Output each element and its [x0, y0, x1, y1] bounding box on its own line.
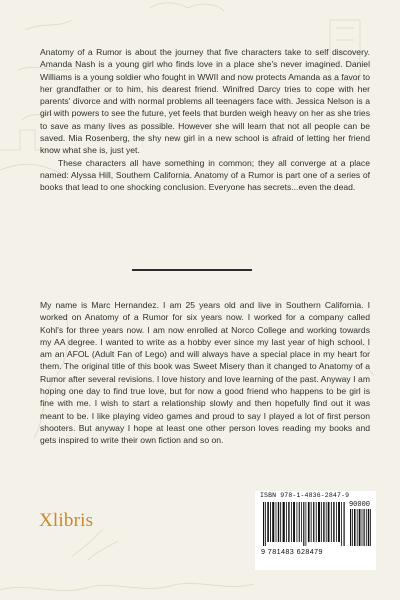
barcode-box [255, 491, 376, 570]
isbn-barcode-bars [263, 502, 347, 546]
publisher-logo: Xlibris [39, 510, 94, 531]
section-divider [132, 269, 252, 271]
sketch-figure-bottom-left [72, 530, 118, 560]
price-barcode-bars [350, 509, 372, 546]
synopsis-paragraph-2: These characters all have something in common; they all converge at a place named: Alyssa Hill, Southern California. Anatomy of a Rumor is part one of a series of books that lead to one shocking conclusion. Everyone has secrets...even the dead. [40, 157, 370, 193]
barcode-number: 9 781483 628479 [261, 547, 323, 556]
sketch-cloud-center [150, 3, 224, 11]
book-synopsis [40, 46, 370, 194]
price-code: 90000 [348, 501, 370, 509]
author-bio-paragraph: My name is Marc Hernandez. I am 25 years old and live in Southern California. I worked on Anatomy of a Rumor for six years now. I worked for a company called Kohl's for three years now. I am now enrolled at Norco College and working towards my AA degree. I wanted to write as a hobby ever since my last year of high school. I am an AFOL (Adult Fan of Lego) and will always have a special place in my heart for them. The original title of this book was Sweet Misery than it changed to Anatomy of a Rumor after several revisions. I love history and love learning of the past. Anyway I am hoping one day to find true love, but for now a good friend who happens to be girl is fine with me. I wish to start a relationship slowly and then hopefully find out it was meant to be. I like playing video games and proud to say I played a lot of first person shooters. But anyway I hope at least one other person loves reading my books and gets inspired to write their own fiction and so on. [40, 300, 370, 446]
sketch-water-bottom [0, 583, 254, 590]
isbn-text: ISBN 978-1-4836-2847-9 [260, 492, 350, 499]
author-bio [40, 299, 370, 447]
synopsis-paragraph-1: Anatomy of a Rumor is about the journey that five characters take to self discovery. Amanda Nash is a young girl who finds love in a place she's never imagined. Daniel Williams is a young soldier who fought in WWII and now protects Amanda as a favor to her grandfather or to him, his dearest friend. Winifred Darcy tries to cope with her parents' divorce and with normal problems all teenagers face with. Jessica Nelson is a girl with powers to see the future, yet feels that burden weigh heavy on her as she tries to save as many lives as possible. However she will learn that not all people can be saved. Mia Rosenberg, the shy new girl in a new school is afraid of letting her friend know what she is, just yet. [40, 47, 370, 156]
